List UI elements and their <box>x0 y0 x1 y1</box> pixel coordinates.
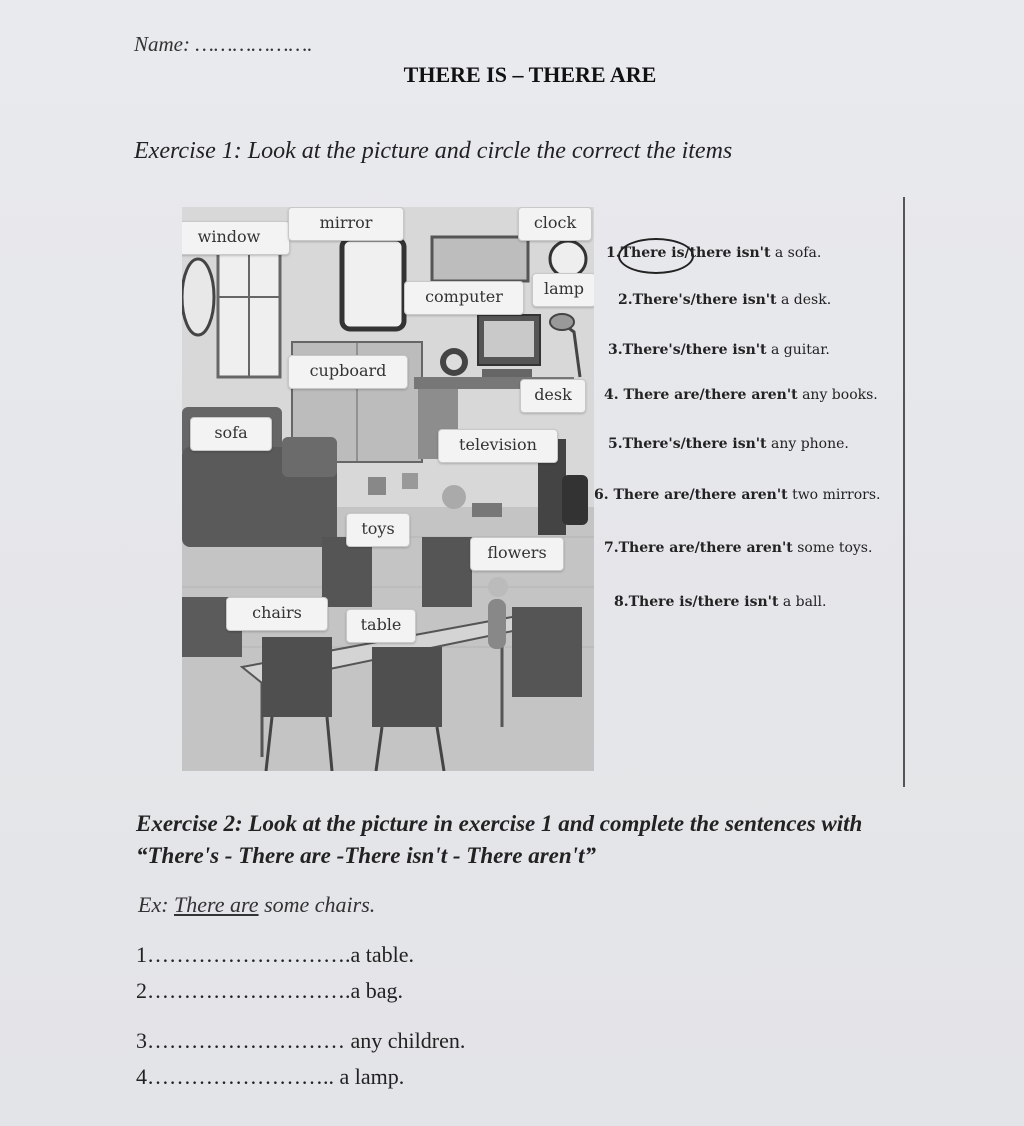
label-chairs: chairs <box>226 597 328 631</box>
statement-4: 4. There are/there aren't any books. <box>604 387 878 403</box>
label-cupboard: cupboard <box>288 355 408 389</box>
fill-item-2[interactable]: 2……………………….a bag. <box>136 978 404 1003</box>
statement-7: 7.There are/there aren't some toys. <box>604 540 873 556</box>
page-title: THERE IS – THERE ARE <box>403 62 657 87</box>
fill-item-3[interactable]: 3……………………… any children. <box>136 1028 466 1053</box>
label-toys: toys <box>346 513 410 547</box>
fill-item-4[interactable]: 4…………………….. a lamp. <box>136 1064 405 1089</box>
statement-5: 5.There's/there isn't any phone. <box>608 436 849 452</box>
label-sofa: sofa <box>190 417 272 451</box>
exercise2-instruction: Exercise 2: Look at the picture in exercise 1 and complete the sentences with “There's - There are -There isn't - There aren't” <box>136 811 863 868</box>
statement-2: 2.There's/there isn't a desk. <box>618 292 832 308</box>
exercise1-instruction: Exercise 1: Look at the picture and circle the correct the items <box>134 138 733 164</box>
example-sentence: Ex: There are some chairs. <box>138 892 376 917</box>
label-television: television <box>438 429 558 463</box>
fill-item-1[interactable]: 1……………………….a table. <box>136 942 415 967</box>
label-table: table <box>346 609 416 643</box>
statement-3: 3.There's/there isn't a guitar. <box>608 342 830 358</box>
statement-1: 1.There is/there isn't a sofa. <box>606 245 822 261</box>
room-picture <box>182 207 594 771</box>
label-mirror: mirror <box>288 207 404 241</box>
statement-8: 8.There is/there isn't a ball. <box>614 594 827 610</box>
label-lamp: lamp <box>532 273 594 307</box>
label-flowers: flowers <box>470 537 564 571</box>
example-answer: There are <box>174 892 259 917</box>
divider-line <box>903 197 905 787</box>
statement-6: 6. There are/there aren't two mirrors. <box>594 487 881 503</box>
name-field: Name: ………………. <box>134 32 313 56</box>
label-desk: desk <box>520 379 586 413</box>
label-clock: clock <box>518 207 592 241</box>
label-window: window <box>182 221 290 255</box>
label-computer: computer <box>404 281 524 315</box>
